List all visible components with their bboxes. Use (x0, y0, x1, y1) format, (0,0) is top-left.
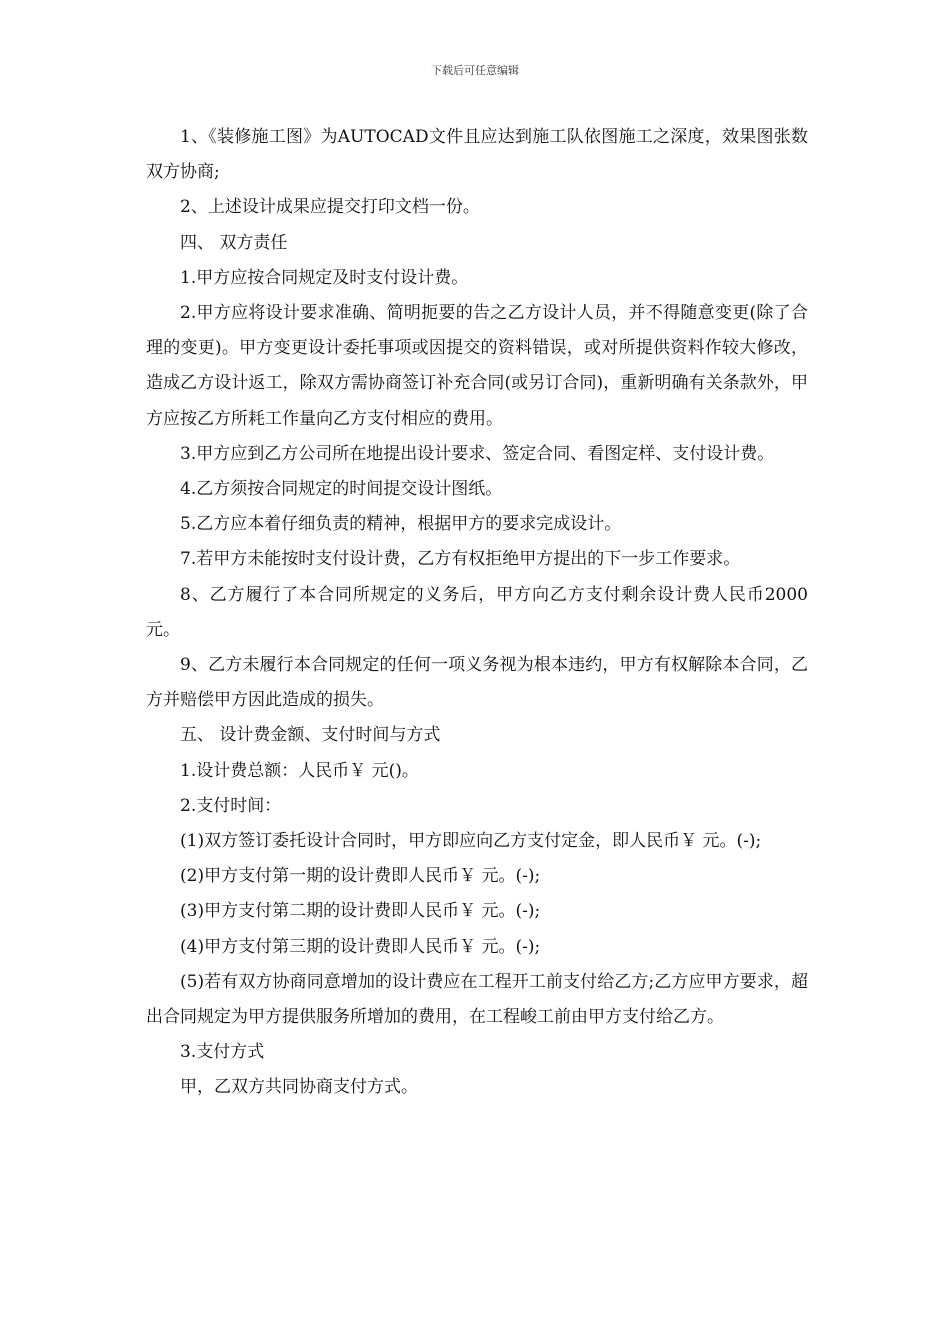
page-header: 下载后可任意编辑 (431, 64, 519, 77)
clause-second-installment: (3)甲方支付第二期的设计费即人民币￥ 元。(-); (180, 901, 541, 922)
clause-design-requirements: 2.甲方应将设计要求准确、简明扼要的告之乙方设计人员，并不得随意变更(除了合理的变更)。甲方变更设计委托事项或因提交的资料错误，或对所提供资料作较大修改，造成乙方设计返工，除双方需协商签订补充合同(或另订合同)，重新明确有关条款外，甲方应按乙方所耗工作量向乙方支付相应的费用。 (146, 303, 808, 429)
clause-remaining-fee: 8、乙方履行了本合同所规定的义务后，甲方向乙方支付剩余设计费人民币2000元。 (146, 584, 808, 640)
clause-breach: 9、乙方未履行本合同规定的任何一项义务视为根本违约，甲方有权解除本合同，乙方并赔偿甲方因此造成的损失。 (146, 655, 808, 711)
clause-party-a-visit: 3.甲方应到乙方公司所在地提出设计要求、签定合同、看图定样、支付设计费。 (180, 443, 775, 464)
clause-third-installment: (4)甲方支付第三期的设计费即人民币￥ 元。(-); (180, 936, 541, 957)
clause-party-a-payment: 1.甲方应按合同规定及时支付设计费。 (180, 267, 469, 288)
clause-construction-drawings: 1、《装修施工图》为AUTOCAD文件且应达到施工队依图施工之深度，效果图张数双方协商; (146, 127, 808, 183)
clause-party-b-diligence: 5.乙方应本着仔细负责的精神，根据甲方的要求完成设计。 (180, 514, 622, 535)
section-heading-fee: 五、 设计费金额、支付时间与方式 (180, 725, 441, 746)
clause-first-installment: (2)甲方支付第一期的设计费即人民币￥ 元。(-); (180, 866, 541, 887)
clause-total-fee: 1.设计费总额：人民币￥ 元()。 (180, 760, 419, 781)
clause-additional-fee: (5)若有双方协商同意增加的设计费应在工程开工前支付给乙方;乙方应甲方要求，超出合同规定为甲方提供服务所增加的费用，在工程峻工前由甲方支付给乙方。 (146, 971, 808, 1028)
clause-deposit: (1)双方签订委托设计合同时，甲方即应向乙方支付定金，即人民币￥ 元。(-); (180, 831, 762, 852)
document-body (146, 120, 808, 1106)
clause-payment-negotiation: 甲，乙双方共同协商支付方式。 (180, 1077, 418, 1098)
clause-payment-method: 3.支付方式 (180, 1042, 265, 1063)
clause-late-payment: 7.若甲方未能按时支付设计费，乙方有权拒绝甲方提出的下一步工作要求。 (180, 549, 741, 570)
section-heading-responsibilities: 四、 双方责任 (180, 232, 288, 253)
clause-printed-copy: 2、上述设计成果应提交打印文档一份。 (180, 197, 480, 218)
clause-payment-time: 2.支付时间： (180, 795, 282, 816)
clause-party-b-drawings: 4.乙方须按合同规定的时间提交设计图纸。 (180, 479, 503, 500)
